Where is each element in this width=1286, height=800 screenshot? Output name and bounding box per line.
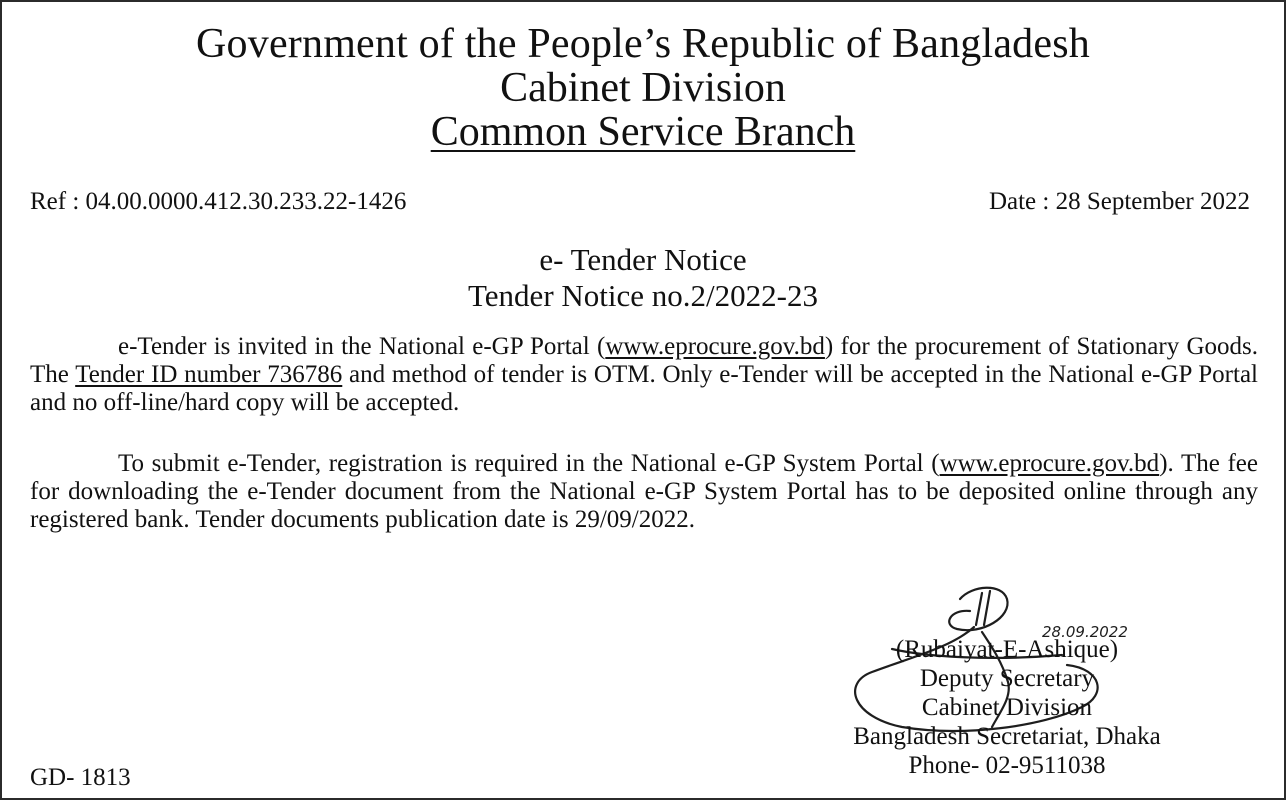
government-title: Government of the People’s Republic of Bangladesh <box>196 21 1090 67</box>
branch-title: Common Service Branch <box>430 109 856 155</box>
signature-stroke <box>976 591 990 625</box>
signatory-division: Cabinet Division <box>921 694 1093 721</box>
signature-stroke <box>949 588 1007 630</box>
reference-number: Ref : 04.00.0000.412.30.233.22-1426 <box>30 188 407 215</box>
portal-link[interactable]: www.eprocure.gov.bd <box>605 333 825 360</box>
signatory-phone: Phone- 02-9511038 <box>908 752 1106 779</box>
paragraph-registration <box>30 450 1258 534</box>
paragraph-text: and method of tender is OTM. Only e-Tender will be accepted in the National e-GP Portal and no off-line/hard copy will be accepted. <box>30 361 1258 416</box>
paragraph-text: ). The fee for downloading the e-Tender document from the National e-GP System Portal has to be deposited online through any registered bank. Tender documents publication date is 29/09/2022. <box>30 450 1258 533</box>
signature-block <box>782 635 1232 780</box>
paragraph-text: To submit e-Tender, registration is required in the National e-GP System Portal ( <box>118 450 940 477</box>
signatory-designation: Deputy Secretary <box>919 665 1095 692</box>
notice-number: Tender Notice no.2/2022-23 <box>468 278 818 313</box>
notice-date: Date : 28 September 2022 <box>988 188 1250 215</box>
paragraph-text: e-Tender is invited in the National e-GP Portal ( <box>118 333 606 360</box>
handwritten-date: 28.09.2022 <box>1042 623 1128 641</box>
signatory-name: (Rubaiyat-E-Ashique) <box>895 636 1119 663</box>
tender-id: Tender ID number 736786 <box>75 361 343 388</box>
document-header <box>2 20 1284 156</box>
gd-code: GD- 1813 <box>30 764 131 791</box>
paragraph-invitation <box>30 333 1258 417</box>
portal-link[interactable]: www.eprocure.gov.bd <box>939 450 1160 477</box>
division-title: Cabinet Division <box>500 65 786 111</box>
signatory-address: Bangladesh Secretariat, Dhaka <box>853 723 1161 750</box>
paragraph-text: ) for the procurement of Stationary Goods. The <box>30 333 1259 388</box>
notice-title: e- Tender Notice <box>539 242 747 277</box>
notice-heading <box>2 242 1284 314</box>
